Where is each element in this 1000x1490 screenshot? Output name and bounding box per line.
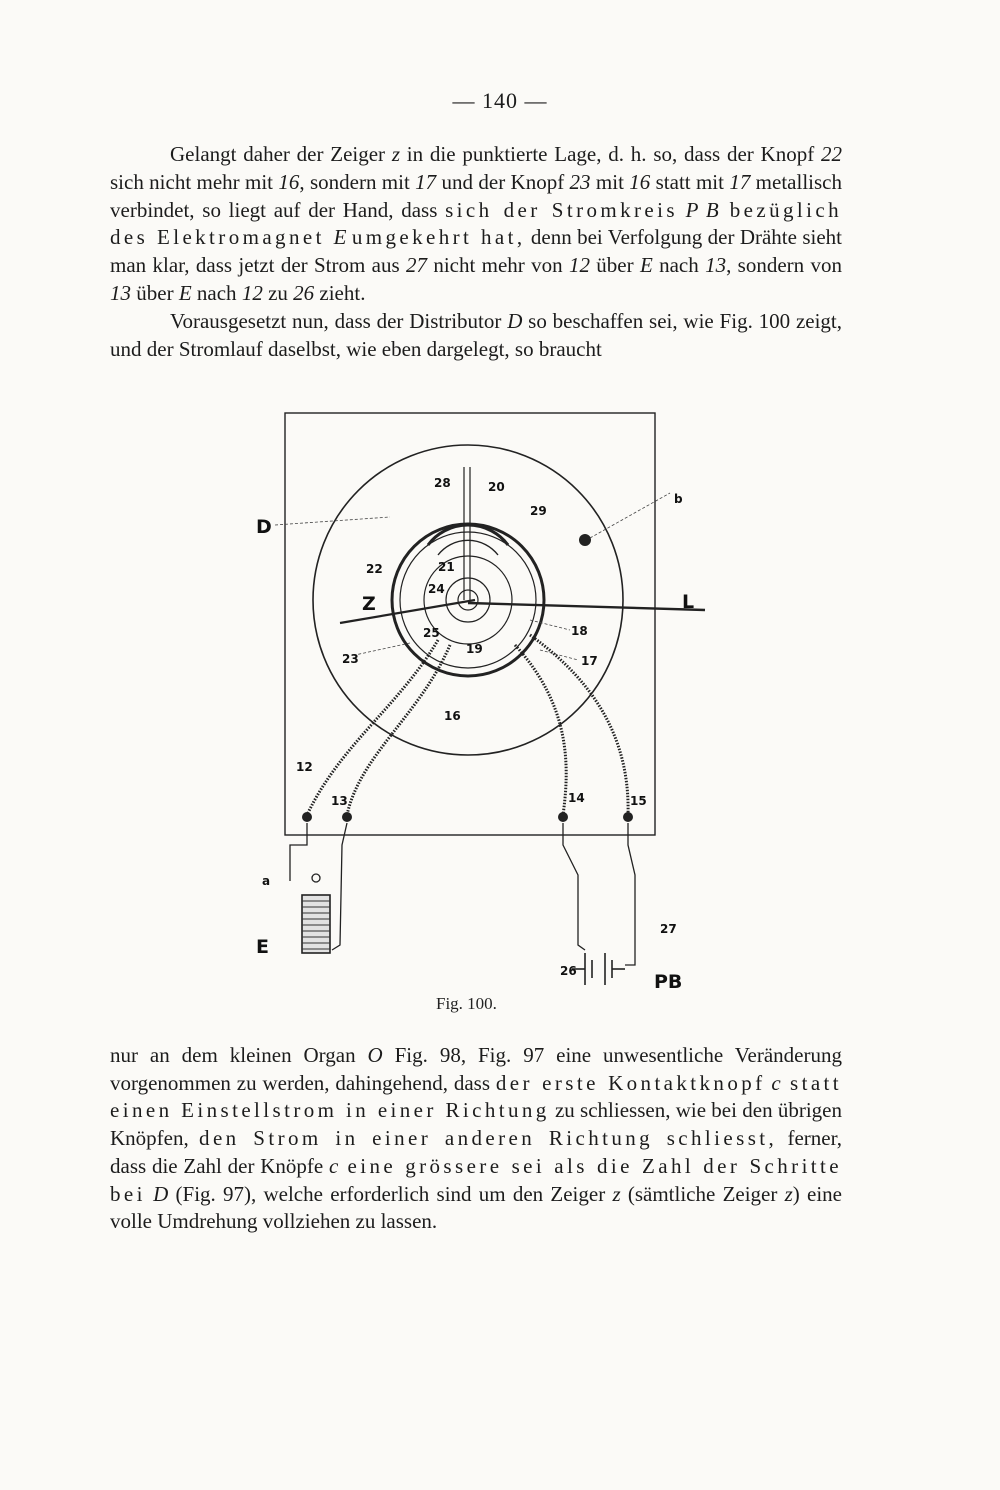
wire-to-e (290, 823, 307, 881)
leader-23 (355, 643, 410, 655)
label-l: L (682, 591, 695, 613)
label-23: 23 (342, 652, 359, 666)
text-run: nach (191, 280, 242, 305)
symbol-z: z (784, 1181, 793, 1206)
spaced-text: den Strom in einer anderen Richtung schliesst, (199, 1126, 778, 1151)
hub-ring (446, 578, 490, 622)
text-run: ferner, dass die Zahl der Knöpfe (110, 1126, 842, 1178)
wire-to-battery (563, 823, 585, 950)
spaced-text: umgekehrt hat, (351, 225, 526, 250)
symbol-d: D (507, 308, 523, 333)
label-e: E (256, 936, 269, 958)
label-22: 22 (366, 562, 383, 576)
battery-pb (572, 953, 625, 985)
text-run: mit (590, 169, 630, 194)
symbol-e: E (639, 253, 653, 278)
wire-15 (530, 635, 628, 815)
text-run: Fig. 98, Fig. 97 eine unwesentliche Veränderung vorgenommen zu werden, dahingehend, dass (110, 1043, 842, 1095)
text-run: nur an dem kleinen Organ (110, 1043, 368, 1067)
label-b: b (674, 492, 683, 506)
wire-12 (307, 640, 438, 815)
upper-contact-inner (438, 540, 498, 555)
text-run: so beschaffen sei, wie Fig. 100 zeigt, und der Stromlauf daselbst, wie eben dargelegt, so braucht (110, 308, 843, 361)
figure-100 (250, 405, 720, 1025)
ref-number: 16 (629, 169, 651, 194)
text-run: Vorausgesetzt nun, dass der Distributor (170, 308, 508, 333)
spaced-text: eine grössere sei als die Zahl der Schritte bei (110, 1153, 842, 1206)
electromagnet-e (302, 895, 330, 953)
ref-number: 26 (293, 280, 315, 305)
distributor-diagram (250, 405, 720, 1025)
label-27: 27 (660, 922, 677, 936)
wire-to-e (332, 823, 347, 950)
text-run: zu schliessen, wie bei den übrigen Knöpfen, (110, 1098, 842, 1151)
ref-number: 27 (406, 253, 427, 278)
ref-number: 12 (241, 280, 263, 305)
terminal-15 (623, 812, 633, 822)
ref-number: 13 (705, 253, 727, 278)
pointer-z (340, 600, 475, 623)
leader-b (590, 493, 670, 538)
label-d: D (256, 516, 272, 538)
label-19: 19 (466, 642, 483, 656)
wire-13 (347, 645, 450, 815)
text-run: über (131, 280, 179, 305)
symbol-e: E (178, 280, 192, 305)
text-run: zu (262, 280, 294, 305)
spaced-text: der erste Kontaktknopf (495, 1070, 766, 1095)
terminal-12 (302, 812, 312, 822)
text-run: , sondern von (726, 253, 842, 278)
label-25: 25 (423, 626, 440, 640)
label-18: 18 (571, 624, 588, 638)
label-13: 13 (331, 794, 348, 808)
ref-number: 22 (821, 142, 842, 166)
text-run: in die punktierte Lage, d. h. so, dass der Knopf (400, 142, 821, 166)
paragraph-organ-o (110, 1042, 842, 1236)
symbol-pb: P B (685, 197, 719, 222)
label-a: a (262, 874, 271, 888)
label-26: 26 (560, 964, 577, 978)
label-29: 29 (530, 504, 547, 518)
figure-caption: Fig. 100. (436, 994, 497, 1013)
terminal-13 (342, 812, 352, 822)
label-14: 14 (568, 791, 585, 805)
lever-l (468, 603, 705, 610)
text-run: Gelangt daher der Zeiger (170, 142, 392, 166)
bottom-text-block (110, 1042, 842, 1236)
text-run: und der Knopf (436, 169, 570, 194)
distributor-disc (313, 445, 623, 755)
label-21: 21 (438, 560, 455, 574)
ref-number: 16 (278, 169, 300, 194)
ref-number: 23 (569, 169, 591, 194)
ref-number: 17 (415, 169, 437, 194)
text-run: metallisch verbindet, so liegt auf der Hand, dass (110, 169, 842, 222)
wire-14 (515, 645, 566, 815)
text-run: denn bei Verfolgung der Drähte sieht man klar, dass jetzt der Strom aus (110, 225, 843, 278)
spaced-text: bezüglich des Elektromagnet (110, 197, 843, 250)
text-run: über (589, 253, 640, 278)
paragraph-zeiger-lage (110, 141, 842, 308)
text-run: (sämtliche Zeiger (620, 1181, 785, 1206)
text-run: (Fig. 97), welche erforderlich sind um den Zeiger (168, 1181, 613, 1206)
knob-b (579, 534, 591, 546)
text-run: statt mit (650, 169, 730, 194)
label-z: Z (362, 593, 376, 615)
spaced-text: statt einen Einstellstrom in einer Richtung (110, 1070, 843, 1123)
ref-number: 17 (729, 169, 751, 194)
label-15: 15 (630, 794, 647, 808)
symbol-z: z (391, 142, 401, 166)
label-28: 28 (434, 476, 451, 490)
symbol-c: c (771, 1070, 781, 1095)
symbol-c: c (328, 1153, 339, 1178)
label-pb: PB (654, 971, 683, 993)
leader-18 (530, 620, 570, 630)
text-run: sich nicht mehr mit (110, 169, 279, 194)
spaced-text: sich der Stromkreis (445, 197, 678, 222)
wire-to-battery (625, 823, 635, 965)
ref-number: 12 (568, 253, 590, 278)
text-run: , sondern mit (299, 169, 416, 194)
text-run: zieht. (314, 280, 366, 305)
label-20: 20 (488, 480, 505, 494)
text-run: nach (652, 253, 706, 278)
label-12: 12 (296, 760, 313, 774)
ref-number: 13 (110, 280, 131, 305)
symbol-z: z (612, 1181, 621, 1206)
page-number: — 140 — (452, 88, 548, 113)
text-run: ) eine volle Umdrehung vollziehen zu lassen. (110, 1181, 843, 1234)
top-text-block (110, 141, 842, 363)
text-run: nicht mehr von (427, 253, 569, 278)
terminal-14 (558, 812, 568, 822)
coil-terminal-a (312, 874, 320, 882)
label-24: 24 (428, 582, 445, 596)
label-16: 16 (444, 709, 461, 723)
symbol-e: E (333, 225, 347, 250)
label-17: 17 (581, 654, 598, 668)
symbol-o: O (367, 1043, 383, 1067)
paragraph-distributor (110, 308, 842, 364)
symbol-d: D (153, 1181, 169, 1206)
